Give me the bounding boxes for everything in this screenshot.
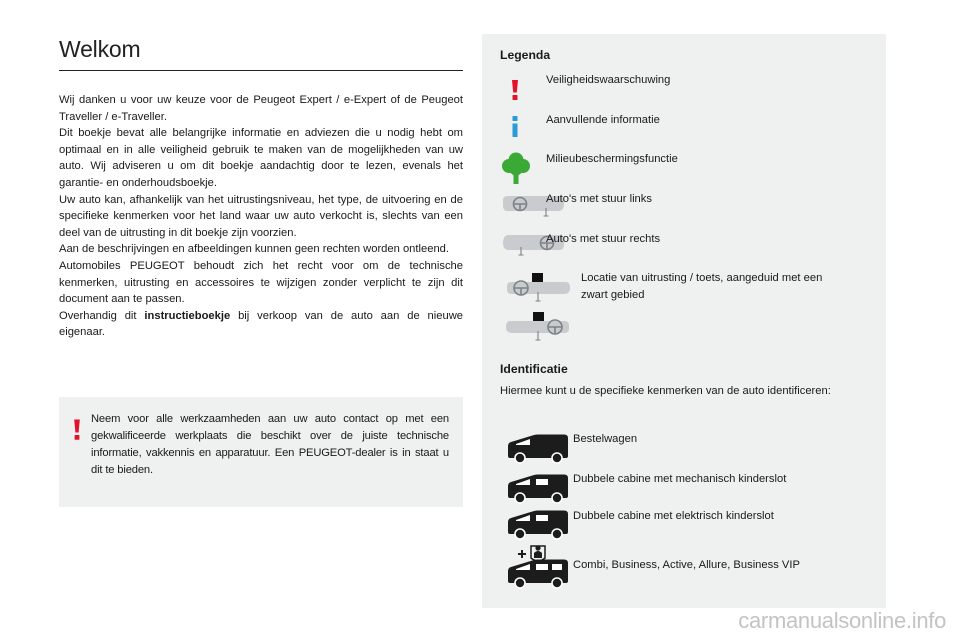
- legend-panel: [482, 34, 886, 608]
- warning-box: [59, 397, 463, 507]
- watermark: carmanualsonline.info: [738, 608, 946, 633]
- warning-text: Neem voor alle werkzaamheden aan uw auto contact op met een gekwalificeerde werkplaats die beschikt over de juiste technische informatie, vakkennis en apparatuur. Een PEUGEOT-dealer is in staat u dit te bieden.: [91, 413, 449, 476]
- double-cab-icon: [504, 472, 572, 509]
- intro-paragraph: Automobiles PEUGEOT behoudt zich het recht voor om de technische kenmerken, uitrusting en accessoires te wijzigen zonder verplicht te zijn dit document aan te passen.: [59, 259, 463, 306]
- legend-label: Milieubeschermingsfunctie: [546, 153, 678, 165]
- red-exclamation-icon: [511, 80, 519, 105]
- intro-text-fragment: Overhandig dit: [59, 309, 145, 322]
- identification-label: Dubbele cabine met mechanisch kinderslot: [573, 473, 787, 485]
- title-divider: [59, 70, 463, 71]
- intro-text-fragment: bij verkoop van de auto aan de nieuwe eigenaar.: [59, 309, 463, 339]
- legend-label: Auto's met stuur links: [546, 193, 652, 205]
- welcome-section: [59, 36, 463, 341]
- identification-subtitle: Hiermee kunt u de specifieke kenmerken van de auto identificeren:: [500, 385, 831, 397]
- legend-label: Locatie van uitrusting / toets, aangeduid met een zwart gebied: [581, 272, 823, 301]
- green-tree-icon: [502, 152, 530, 189]
- red-exclamation-icon: [73, 419, 81, 446]
- intro-paragraph: [59, 308, 463, 341]
- intro-text: [59, 92, 463, 341]
- dashboard-location-icon: [504, 272, 572, 309]
- intro-paragraph: Wij danken u voor uw keuze voor de Peugeot Expert / e-Expert of de Peugeot Traveller / e-Traveller.: [59, 94, 463, 123]
- intro-paragraph: Aan de beschrijvingen en afbeeldingen kunnen geen rechten worden ontleend.: [59, 243, 449, 256]
- legend-heading: Legenda: [500, 48, 551, 62]
- blue-info-icon: [511, 116, 519, 142]
- identification-label: Bestelwagen: [573, 433, 638, 445]
- van-icon: [504, 432, 572, 469]
- instructieboekje-bold: instructieboekje: [144, 309, 231, 322]
- combi-icon: [504, 557, 572, 594]
- dashboard-location-icon: [504, 311, 572, 348]
- identification-label: Dubbele cabine met elektrisch kinderslot: [573, 510, 774, 522]
- legend-label: Aanvullende informatie: [546, 114, 660, 126]
- legend-label: Veiligheidswaarschuwing: [546, 74, 671, 86]
- identification-label: Combi, Business, Active, Allure, Business VIP: [573, 559, 800, 571]
- intro-paragraph: Dit boekje bevat alle belangrijke informatie en adviezen die u nodig hebt om optimaal en in alle veiligheid gebruik te maken van de mogelijkheden van uw auto. Wij adviseren u om dit boekje aandachtig door te lezen, evenals het garantie- en onderhoudsboekje.: [59, 127, 463, 189]
- identification-heading: Identificatie: [500, 362, 568, 376]
- page-title: Welkom: [59, 36, 141, 62]
- intro-paragraph: Uw auto kan, afhankelijk van het uitrustingsniveau, het type, de uitvoering en de specifieke kenmerken voor het land waar uw auto verkocht is, slechts van een deel van de uitrusting in dit boekje zijn voorzien.: [59, 193, 463, 239]
- legend-label: Auto's met stuur rechts: [546, 233, 661, 245]
